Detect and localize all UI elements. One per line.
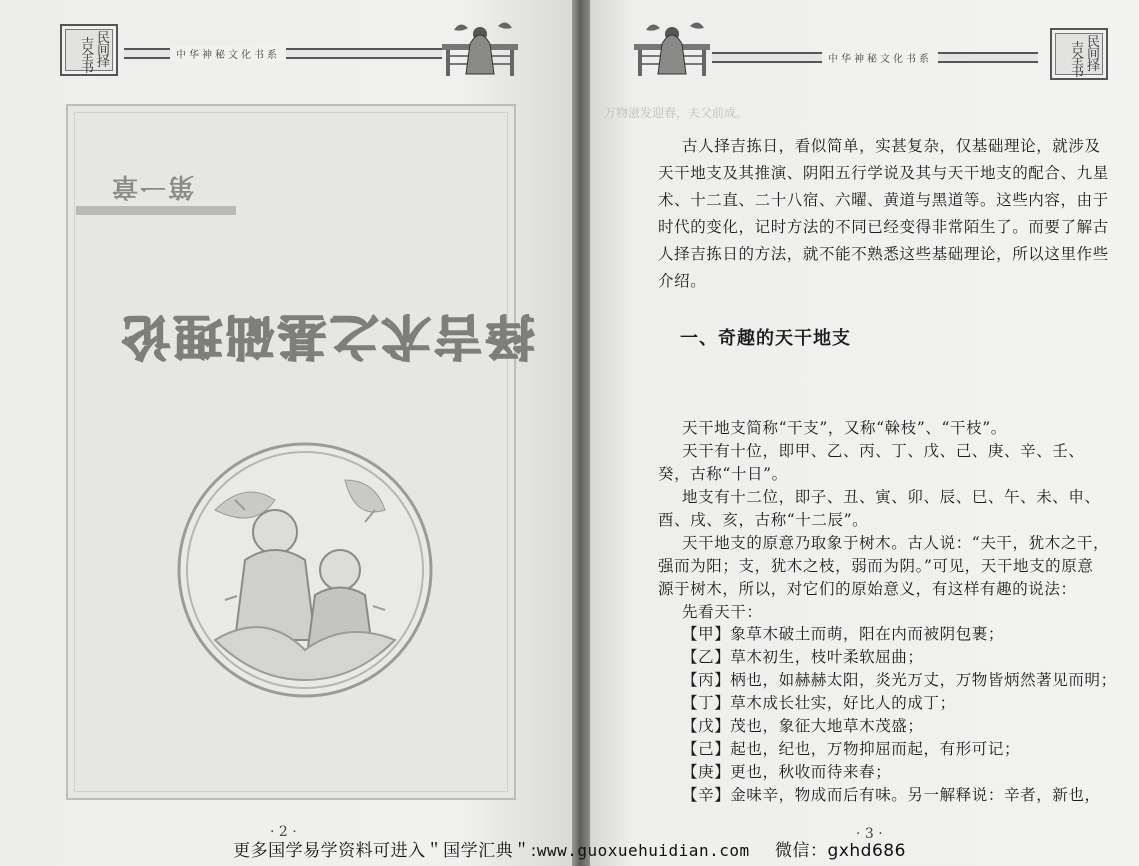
chapter-number: 第一章 [110, 171, 195, 201]
footer-text: 更多国学易学资料可进入＂国学汇典＂: [233, 841, 537, 861]
series-char: 全 [81, 49, 95, 64]
footer-wechat: 微信：gxhd686 [775, 841, 906, 861]
body-line: 天干有十位，即甲、乙、丙、丁、戊、己、庚、辛、壬、 [682, 442, 1085, 460]
intro-line: 时代的变化，记时方法的不同已经变得非常陌生了。而要了解古 [658, 218, 1109, 236]
intro-line: 人择吉拣日的方法，就不能不熟悉这些基础理论，所以这里作些 [658, 245, 1109, 263]
stem-line: 【戊】茂也，象征大地草木茂盛； [682, 717, 924, 735]
body-line: 源于树木，所以，对它们的原始意义，有这样有趣的说法： [658, 580, 1077, 598]
book-gutter [572, 0, 590, 866]
page-number-right: · 3 · [856, 826, 883, 842]
series-char: 民 [1087, 35, 1101, 50]
intro-line: 介绍。 [658, 272, 707, 290]
stem-line: 【庚】更也，秋收而待来春； [682, 763, 892, 781]
series-label-box [1050, 28, 1108, 80]
stem-line: 【丁】草木成长壮实，好比人的成丁； [682, 694, 956, 712]
body-line: 天干地支的原意乃取象于树木。古人说：“夫干，犹木之干， [682, 534, 1110, 552]
stem-line: 【乙】草木初生，枝叶柔软屈曲； [682, 648, 924, 666]
series-char: 择 [1087, 59, 1101, 74]
page-number-left: · 2 · [270, 824, 297, 840]
series-label-box [60, 24, 118, 76]
body-line: 天干地支简称“干支”，又称“榦枝”、“干枝”。 [682, 419, 1007, 437]
section-heading: 一、奇趣的天干地支 [680, 328, 851, 349]
body-line: 癸，古称“十日”。 [658, 465, 788, 483]
series-char: 吉 [1071, 41, 1085, 56]
series-char: 全 [1071, 53, 1085, 68]
body-line: 地支有十二位，即子、丑、寅、卯、辰、巳、午、未、申、 [682, 488, 1101, 506]
footer-banner [0, 836, 1139, 866]
series-char: 吉 [81, 37, 95, 52]
series-char: 书 [1071, 65, 1085, 80]
bleed-through-text: 万物滋发迎春，夫父前成。 [604, 106, 749, 120]
intro-line: 古人择吉拣日，看似简单，实甚复杂，仅基础理论，就涉及 [682, 137, 1101, 155]
header-figure-illustration [632, 16, 712, 80]
body-line: 酉、戌、亥，古称“十二辰”。 [658, 511, 869, 529]
intro-line: 术、十二直、二十八宿、六曜、黄道与黑道等。这些内容，由于 [658, 191, 1109, 209]
series-char: 间 [1087, 47, 1101, 62]
header-figure-illustration [440, 16, 520, 80]
body-line: 强而为阳；支，犹木之枝，弱而为阴。”可见，天干地支的原意 [658, 557, 1094, 575]
children-medallion-illustration [175, 440, 435, 700]
stem-line: 【己】起也，纪也，万物抑屈而起，有形可记； [682, 740, 1021, 758]
stem-line: 【丙】柄也，如赫赫太阳，炎光万丈，万物皆炳然著见而明； [682, 671, 1117, 689]
series-char: 择 [97, 55, 111, 70]
series-char: 间 [97, 43, 111, 58]
chapter-underline [76, 206, 236, 215]
series-title: 中华神秘文化书系 [170, 46, 286, 61]
stem-line: 【甲】象草木破土而萌，阳在内而被阴包裹； [682, 625, 1005, 643]
body-line: 先看天干： [682, 603, 763, 621]
series-char: 书 [81, 61, 95, 76]
stem-line: 【辛】金味辛，物成而后有味。另一解释说：辛者，新也， [682, 786, 1101, 804]
chapter-title: 择吉术之基础理论 [118, 308, 535, 364]
series-char: 民 [97, 31, 111, 46]
series-title: 中华神秘文化书系 [822, 50, 938, 65]
footer-url[interactable]: www.guoxuehuidian.com [536, 841, 750, 860]
intro-line: 天干地支及其推演、阴阳五行学说及其与天干地支的配合、九星 [658, 164, 1109, 182]
